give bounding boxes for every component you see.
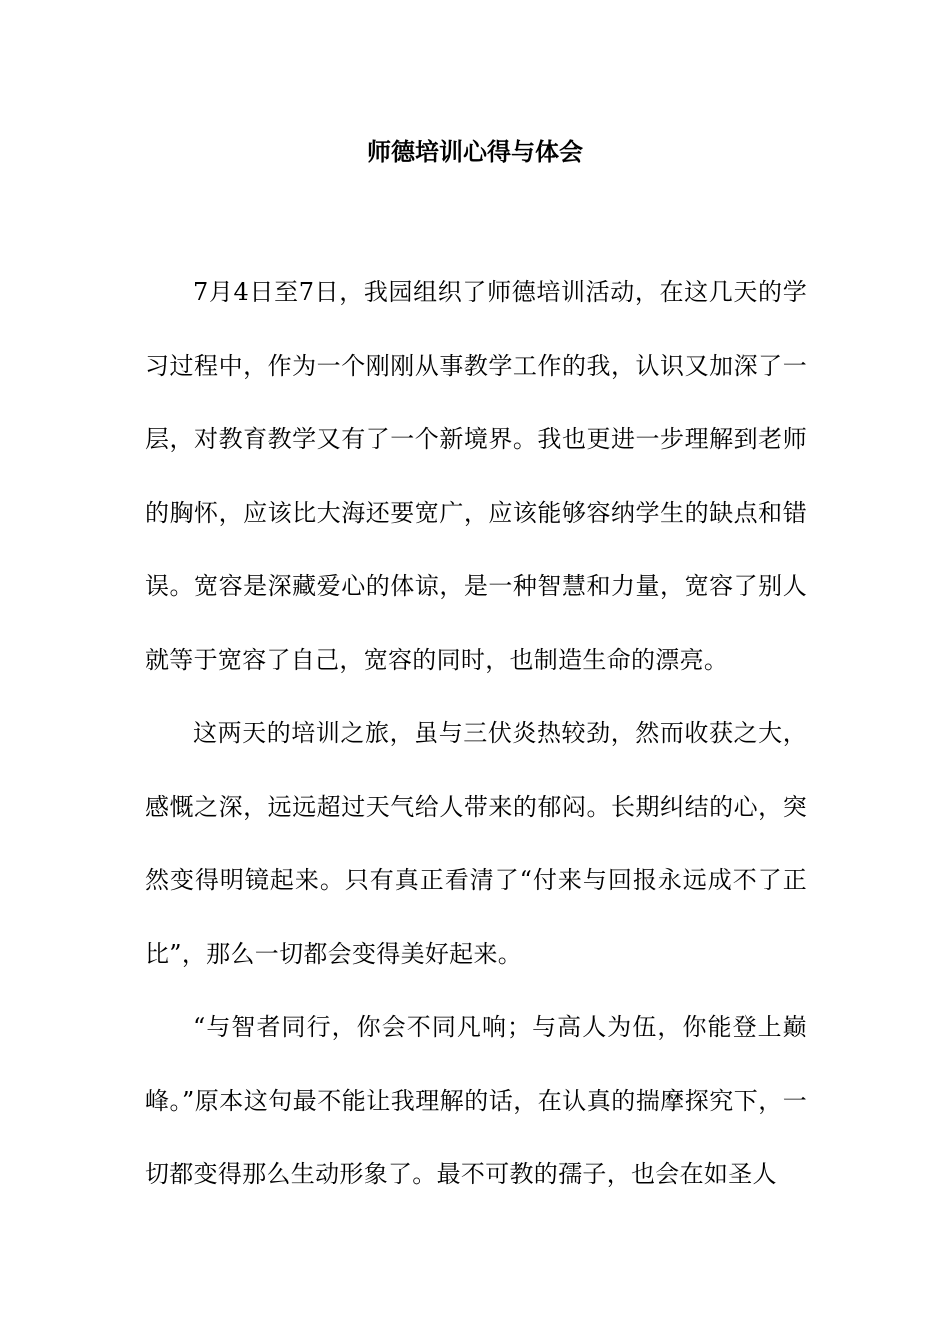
paragraph-1: 7月4日至7日，我园组织了师德培训活动，在这几天的学习过程中，作为一个刚刚从事教学工作的我，认识又加深了一层，对教育教学又有了一个新境界。我也更进一步理解到老师的胸怀，应该比大海还要宽广，应该能够容纳学生的缺点和错误。宽容是深藏爱心的体谅，是一种智慧和力量，宽容了别人就等于宽容了自己，宽容的同时，也制造生命的漂亮。 — [145, 278, 807, 674]
paragraph-2: 这两天的培训之旅，虽与三伏炎热较劲，然而收获之大，感慨之深，远远超过天气给人带来的郁闷。长期纠结的心，突然变得明镜起来。只有真正看清了“付来与回报永远成不了正比”，那么一切都会变得美好起来。 — [145, 719, 807, 968]
paragraph-3: “与智者同行，你会不同凡响；与高人为伍，你能登上巅峰。”原本这句最不能让我理解的话，在认真的揣摩探究下，一切都变得那么生动形象了。最不可教的孺子，也会在如圣人 — [145, 1013, 807, 1188]
document-body — [145, 256, 807, 1212]
document-title: 师德培训心得与体会 — [367, 137, 583, 166]
